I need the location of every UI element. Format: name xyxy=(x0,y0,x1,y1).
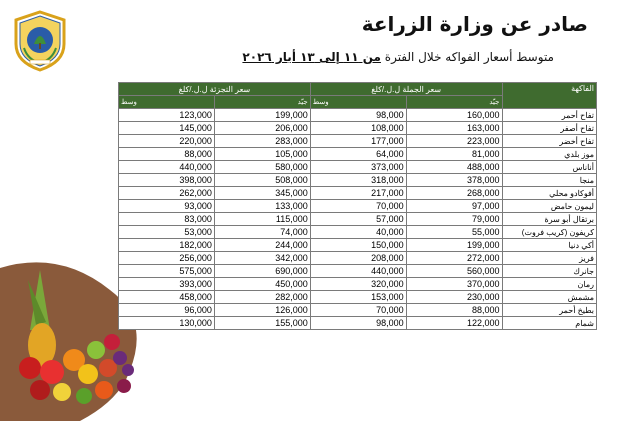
fruit-name-cell: شمام xyxy=(502,317,597,330)
wholesale-good-cell: 97,000 xyxy=(406,200,502,213)
retail-medium-cell: 575,000 xyxy=(119,265,215,278)
table-row xyxy=(119,109,597,122)
wholesale-good-cell: 223,000 xyxy=(406,135,502,148)
subtitle-prefix: متوسط أسعار الفواكه خلال الفترة xyxy=(384,50,554,64)
retail-good-cell: 508,000 xyxy=(214,174,310,187)
wholesale-medium-cell: 320,000 xyxy=(310,278,406,291)
subtitle-period: من ١١ إلى ١٣ أيار ٢٠٢٦ xyxy=(242,50,381,64)
wholesale-good-cell: 55,000 xyxy=(406,226,502,239)
fruit-name-cell: موز بلدي xyxy=(502,148,597,161)
table-row xyxy=(119,122,597,135)
fruit-name-cell: جانرك xyxy=(502,265,597,278)
wholesale-medium-cell: 318,000 xyxy=(310,174,406,187)
table-row xyxy=(119,304,597,317)
retail-good-cell: 283,000 xyxy=(214,135,310,148)
wholesale-good-cell: 230,000 xyxy=(406,291,502,304)
table-row xyxy=(119,200,597,213)
wholesale-good-cell: 79,000 xyxy=(406,213,502,226)
table-row xyxy=(119,161,597,174)
fruit-name-cell: أناناس xyxy=(502,161,597,174)
wholesale-good-cell: 160,000 xyxy=(406,109,502,122)
retail-medium-cell: 220,000 xyxy=(119,135,215,148)
retail-medium-cell: 393,000 xyxy=(119,278,215,291)
wholesale-medium-cell: 64,000 xyxy=(310,148,406,161)
fruit-name-cell: منجا xyxy=(502,174,597,187)
wholesale-good-header: جيّد xyxy=(406,96,502,109)
wholesale-medium-cell: 98,000 xyxy=(310,317,406,330)
retail-medium-cell: 130,000 xyxy=(119,317,215,330)
retail-medium-cell: 96,000 xyxy=(119,304,215,317)
retail-good-cell: 199,000 xyxy=(214,109,310,122)
table-row xyxy=(119,148,597,161)
wholesale-good-cell: 122,000 xyxy=(406,317,502,330)
page-title: صادر عن وزارة الزراعة xyxy=(361,12,588,36)
table-row xyxy=(119,265,597,278)
wholesale-good-cell: 378,000 xyxy=(406,174,502,187)
retail-good-cell: 342,000 xyxy=(214,252,310,265)
wholesale-good-cell: 199,000 xyxy=(406,239,502,252)
retail-good-cell: 345,000 xyxy=(214,187,310,200)
fruit-name-cell: برتقال أبو سرة xyxy=(502,213,597,226)
wholesale-medium-cell: 150,000 xyxy=(310,239,406,252)
retail-medium-cell: 256,000 xyxy=(119,252,215,265)
table-row xyxy=(119,174,597,187)
wholesale-good-cell: 488,000 xyxy=(406,161,502,174)
table-row xyxy=(119,252,597,265)
retail-medium-cell: 182,000 xyxy=(119,239,215,252)
wholesale-good-cell: 272,000 xyxy=(406,252,502,265)
retail-good-cell: 282,000 xyxy=(214,291,310,304)
retail-medium-cell: 398,000 xyxy=(119,174,215,187)
wholesale-good-cell: 88,000 xyxy=(406,304,502,317)
wholesale-good-cell: 268,000 xyxy=(406,187,502,200)
retail-good-cell: 580,000 xyxy=(214,161,310,174)
fruit-name-cell: ليمون حامض xyxy=(502,200,597,213)
wholesale-medium-cell: 70,000 xyxy=(310,304,406,317)
retail-good-cell: 206,000 xyxy=(214,122,310,135)
wholesale-medium-cell: 98,000 xyxy=(310,109,406,122)
wholesale-medium-cell: 177,000 xyxy=(310,135,406,148)
retail-medium-cell: 123,000 xyxy=(119,109,215,122)
retail-good-header: جيّد xyxy=(214,96,310,109)
fruit-name-cell: رمان xyxy=(502,278,597,291)
fruit-name-cell: بطيخ أحمر xyxy=(502,304,597,317)
wholesale-medium-cell: 108,000 xyxy=(310,122,406,135)
retail-good-cell: 450,000 xyxy=(214,278,310,291)
wholesale-good-cell: 81,000 xyxy=(406,148,502,161)
fruit-name-cell: تفاح أصفر xyxy=(502,122,597,135)
fruit-name-cell: أكي دنيا xyxy=(502,239,597,252)
wholesale-medium-header: وسط xyxy=(310,96,406,109)
retail-good-cell: 115,000 xyxy=(214,213,310,226)
wholesale-medium-cell: 40,000 xyxy=(310,226,406,239)
table-row xyxy=(119,135,597,148)
wholesale-medium-cell: 70,000 xyxy=(310,200,406,213)
retail-good-cell: 155,000 xyxy=(214,317,310,330)
retail-medium-cell: 93,000 xyxy=(119,200,215,213)
fruit-name-cell: تفاح أخضر xyxy=(502,135,597,148)
wholesale-medium-cell: 217,000 xyxy=(310,187,406,200)
retail-medium-cell: 88,000 xyxy=(119,148,215,161)
wholesale-medium-cell: 153,000 xyxy=(310,291,406,304)
retail-medium-cell: 458,000 xyxy=(119,291,215,304)
retail-good-cell: 133,000 xyxy=(214,200,310,213)
wholesale-medium-cell: 57,000 xyxy=(310,213,406,226)
fruit-name-cell: مشمش xyxy=(502,291,597,304)
page-subtitle xyxy=(242,50,554,64)
retail-good-cell: 74,000 xyxy=(214,226,310,239)
table-row xyxy=(119,239,597,252)
fruit-name-cell: فريز xyxy=(502,252,597,265)
table-row xyxy=(119,226,597,239)
table-row xyxy=(119,291,597,304)
retail-good-cell: 105,000 xyxy=(214,148,310,161)
retail-medium-cell: 262,000 xyxy=(119,187,215,200)
wholesale-medium-cell: 440,000 xyxy=(310,265,406,278)
price-table xyxy=(118,82,597,330)
retail-good-cell: 126,000 xyxy=(214,304,310,317)
fruit-column-header: الفاكهة xyxy=(502,83,597,109)
table-row xyxy=(119,213,597,226)
retail-medium-cell: 145,000 xyxy=(119,122,215,135)
wholesale-medium-cell: 373,000 xyxy=(310,161,406,174)
fruit-name-cell: كريفون (كريب فروت) xyxy=(502,226,597,239)
table-row xyxy=(119,187,597,200)
wholesale-good-cell: 560,000 xyxy=(406,265,502,278)
fruit-name-cell: أفوكادو محلي xyxy=(502,187,597,200)
table-row xyxy=(119,317,597,330)
table-row xyxy=(119,278,597,291)
retail-medium-header: وسط xyxy=(119,96,215,109)
wholesale-good-cell: 370,000 xyxy=(406,278,502,291)
retail-medium-cell: 440,000 xyxy=(119,161,215,174)
retail-good-cell: 690,000 xyxy=(214,265,310,278)
group-retail-header: سعر التجزئة ل.ل./كلغ xyxy=(119,83,311,96)
group-wholesale-header: سعر الجملة ل.ل./كلغ xyxy=(310,83,502,96)
retail-medium-cell: 53,000 xyxy=(119,226,215,239)
wholesale-medium-cell: 208,000 xyxy=(310,252,406,265)
fruit-name-cell: تفاح أحمر xyxy=(502,109,597,122)
retail-good-cell: 244,000 xyxy=(214,239,310,252)
wholesale-good-cell: 163,000 xyxy=(406,122,502,135)
retail-medium-cell: 83,000 xyxy=(119,213,215,226)
ministry-emblem-icon xyxy=(12,10,68,72)
